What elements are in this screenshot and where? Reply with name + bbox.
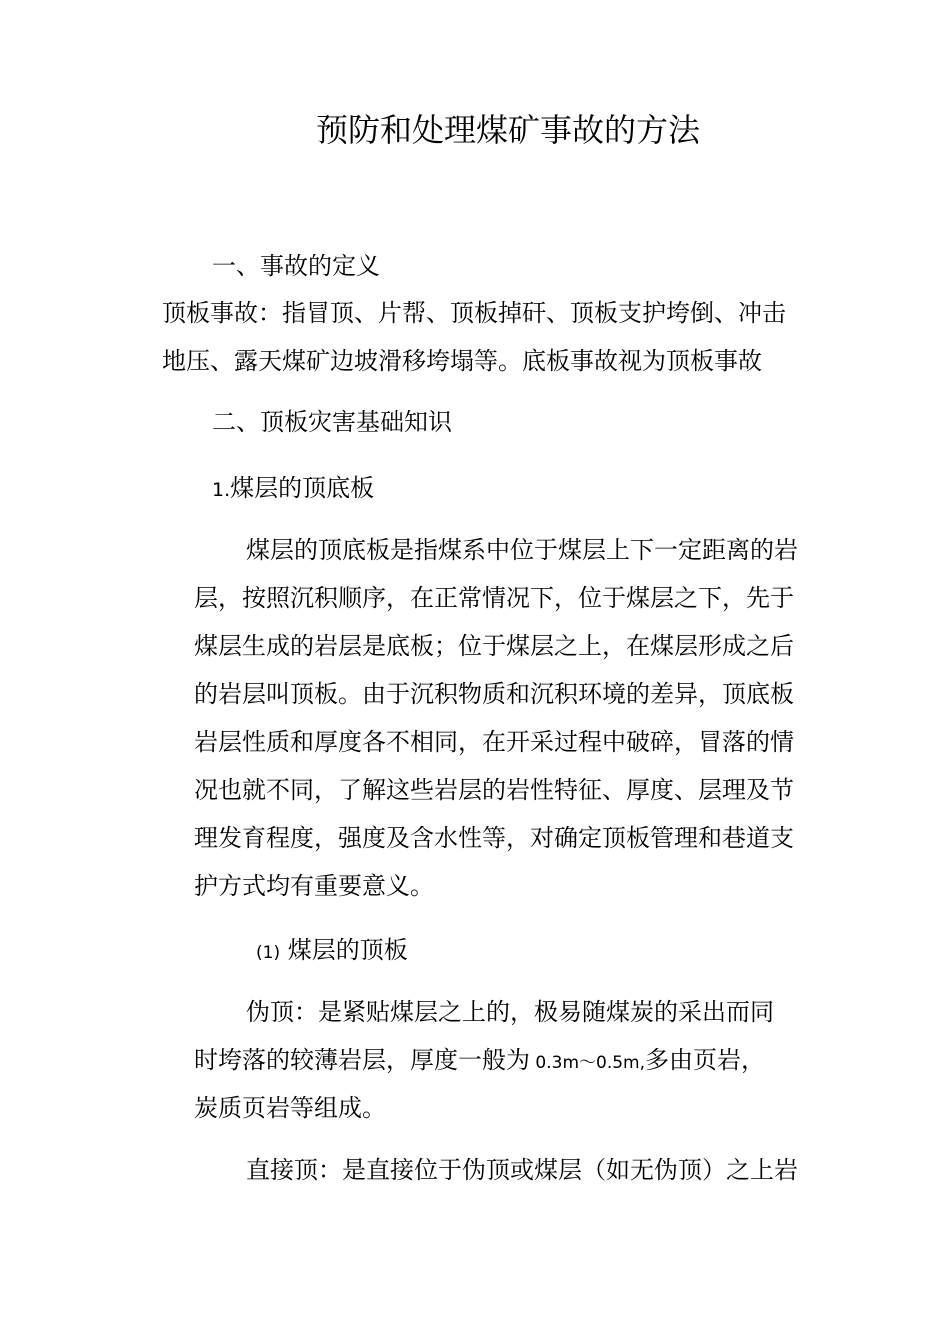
false-roof-text-c: 多由页岩， (645, 1046, 766, 1074)
subsection-number: (1) (256, 943, 281, 963)
paragraph-line: 煤层生成的岩层是底板；位于煤层之上，在煤层形成之后 (194, 632, 794, 660)
paragraph-line: 煤层的顶底板是指煤系中位于煤层上下一定距离的岩 (246, 536, 798, 564)
subsection-heading-1 (212, 472, 374, 506)
section-heading-basics: 二、顶板灾害基础知识 (212, 408, 452, 436)
subsection-text: 煤层的顶底板 (230, 474, 375, 502)
definition-line-1: 顶板事故：指冒顶、片帮、顶板掉矸、顶板支护垮倒、冲击 (162, 299, 786, 327)
direct-roof-line-1: 直接顶：是直接位于伪顶或煤层（如无伪顶）之上岩 (246, 1156, 798, 1184)
document-title: 预防和处理煤矿事故的方法 (316, 111, 701, 149)
paragraph-line: 护方式均有重要意义。 (194, 872, 434, 900)
section-heading-definition: 一、事故的定义 (212, 252, 380, 280)
false-roof-line-2 (194, 1044, 765, 1079)
paragraph-line: 况也就不同，了解这些岩层的岩性特征、厚度、层理及节 (194, 776, 794, 804)
definition-line-2: 地压、露天煤矿边坡滑移垮塌等。底板事故视为顶板事故 (162, 347, 762, 375)
subsection-text: 煤层的顶板 (287, 936, 408, 964)
subsection-number: 1. (212, 479, 231, 501)
paragraph-line: 层，按照沉积顺序，在正常情况下，位于煤层之下，先于 (194, 584, 794, 612)
paragraph-line: 理发育程度，强度及含水性等，对确定顶板管理和巷道支 (194, 824, 794, 852)
false-roof-text-a: 时垮落的较薄岩层，厚度一般为 (194, 1046, 530, 1074)
false-roof-line-1: 伪顶：是紧贴煤层之上的，极易随煤炭的采出而同 (246, 998, 774, 1026)
false-roof-line-3: 炭质页岩等组成。 (194, 1094, 386, 1122)
thickness-range: 0.3m〜0.5m, (535, 1053, 646, 1073)
subsection-heading-2 (256, 934, 408, 969)
paragraph-line: 岩层性质和厚度各不相同，在开采过程中破碎，冒落的情 (194, 728, 794, 756)
paragraph-line: 的岩层叫顶板。由于沉积物质和沉积环境的差异，顶底板 (194, 680, 794, 708)
